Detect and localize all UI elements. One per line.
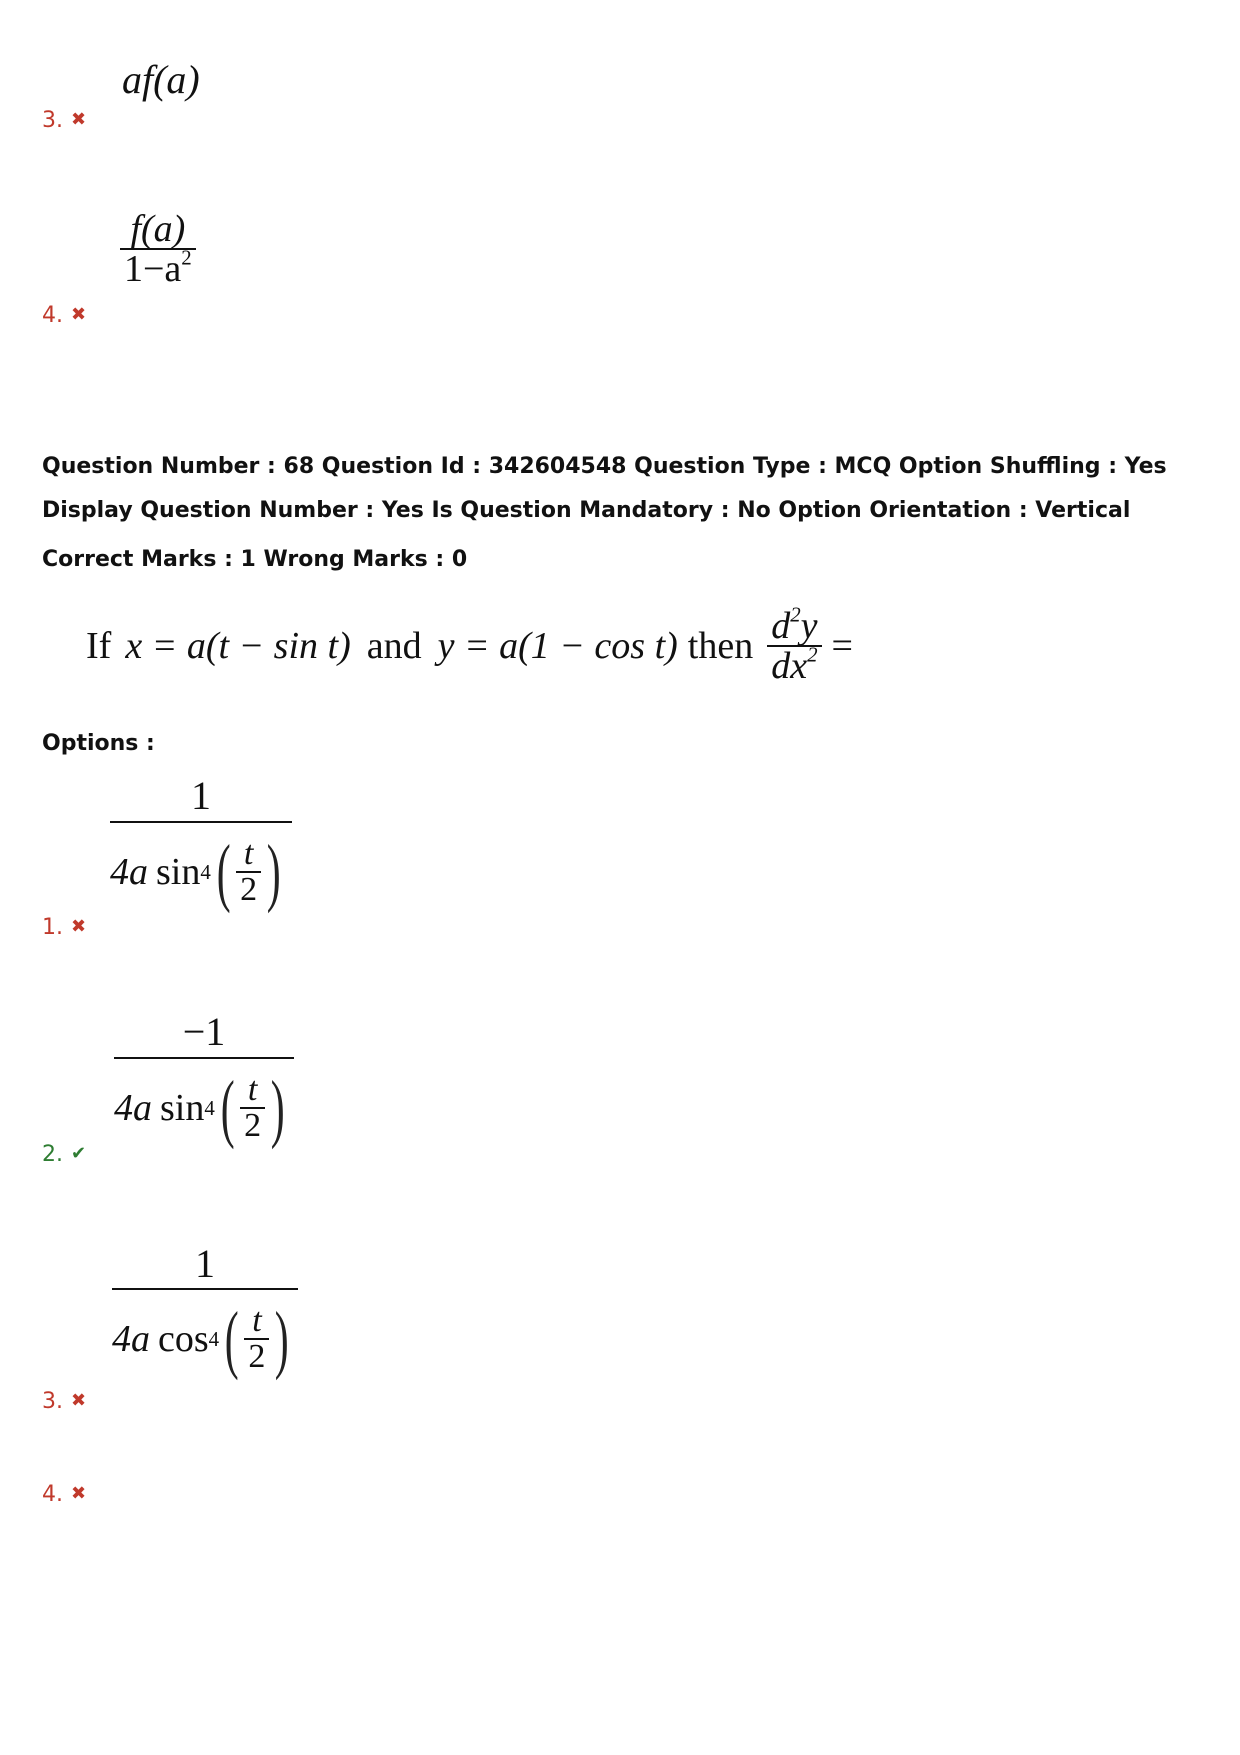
cross-icon: ✖: [71, 1483, 87, 1504]
fraction-bar: [110, 821, 292, 823]
stem-then: then: [687, 625, 754, 667]
prev-option-3-expression: [122, 56, 200, 103]
option-2-label: [42, 1142, 86, 1167]
prev-option-4-expression: [120, 210, 196, 288]
option-2-denominator: 4a sin 4 ( $\frac{t}{2}$ ): [114, 1066, 285, 1150]
stem-x-equation: x = a(t − sin t): [125, 625, 351, 667]
options-label: Options :: [42, 731, 155, 756]
fraction-numerator: f(a): [130, 208, 186, 250]
cross-icon: ✖: [71, 1390, 87, 1411]
derivative-denominator: $dx^2$: [771, 642, 818, 687]
fraction-bar: [114, 1057, 294, 1059]
derivative-numerator: $d^2y$: [771, 602, 818, 647]
check-icon: ✔: [71, 1143, 87, 1164]
cross-icon: ✖: [71, 916, 87, 937]
option-number: 2.: [42, 1142, 63, 1167]
stem-equals: =: [831, 625, 853, 667]
option-1-label: [42, 915, 86, 940]
option-1-numerator: 1: [191, 773, 211, 818]
option-3-expression: [112, 1240, 298, 1390]
prev-option-4-label: [42, 303, 86, 328]
stem-and: and: [366, 625, 422, 667]
fraction-denominator: $1-a^2$: [124, 245, 192, 290]
option-number: 4.: [42, 303, 63, 328]
option-3-label: [42, 1389, 86, 1414]
stem-y-equation: y = a(1 − cos t): [437, 625, 678, 667]
cross-icon: ✖: [71, 304, 87, 325]
fraction-bar: [112, 1288, 298, 1290]
question-stem: [86, 596, 853, 696]
question-meta-line-3: Correct Marks : 1 Wrong Marks : 0: [42, 547, 468, 572]
option-number: 1.: [42, 915, 63, 940]
option-2-expression: [114, 1008, 294, 1158]
option-1-expression: [110, 772, 292, 922]
option-3-denominator: 4a cos 4 ( $\frac{t}{2}$ ): [112, 1297, 290, 1381]
option-number: 4.: [42, 1482, 63, 1507]
option-2-numerator: −1: [182, 1009, 226, 1054]
prev-option-3-label: [42, 108, 86, 133]
cross-icon: ✖: [71, 109, 87, 130]
option-3-numerator: 1: [195, 1241, 215, 1286]
option-number: 3.: [42, 1389, 63, 1414]
prev-option-3-text: af(a): [122, 57, 200, 102]
option-4-label: [42, 1482, 86, 1507]
second-derivative-fraction: [767, 602, 821, 687]
option-number: 3.: [42, 108, 63, 133]
question-meta-line-2: Display Question Number : Yes Is Question Mandatory : No Option Orientation : Vertical: [42, 498, 1131, 523]
stem-if: If: [86, 625, 112, 667]
option-1-denominator: 4a sin 4 ( $\frac{t}{2}$ ): [110, 830, 281, 914]
question-meta-line-1: Question Number : 68 Question Id : 342604548 Question Type : MCQ Option Shuffling : Yes: [42, 454, 1167, 479]
